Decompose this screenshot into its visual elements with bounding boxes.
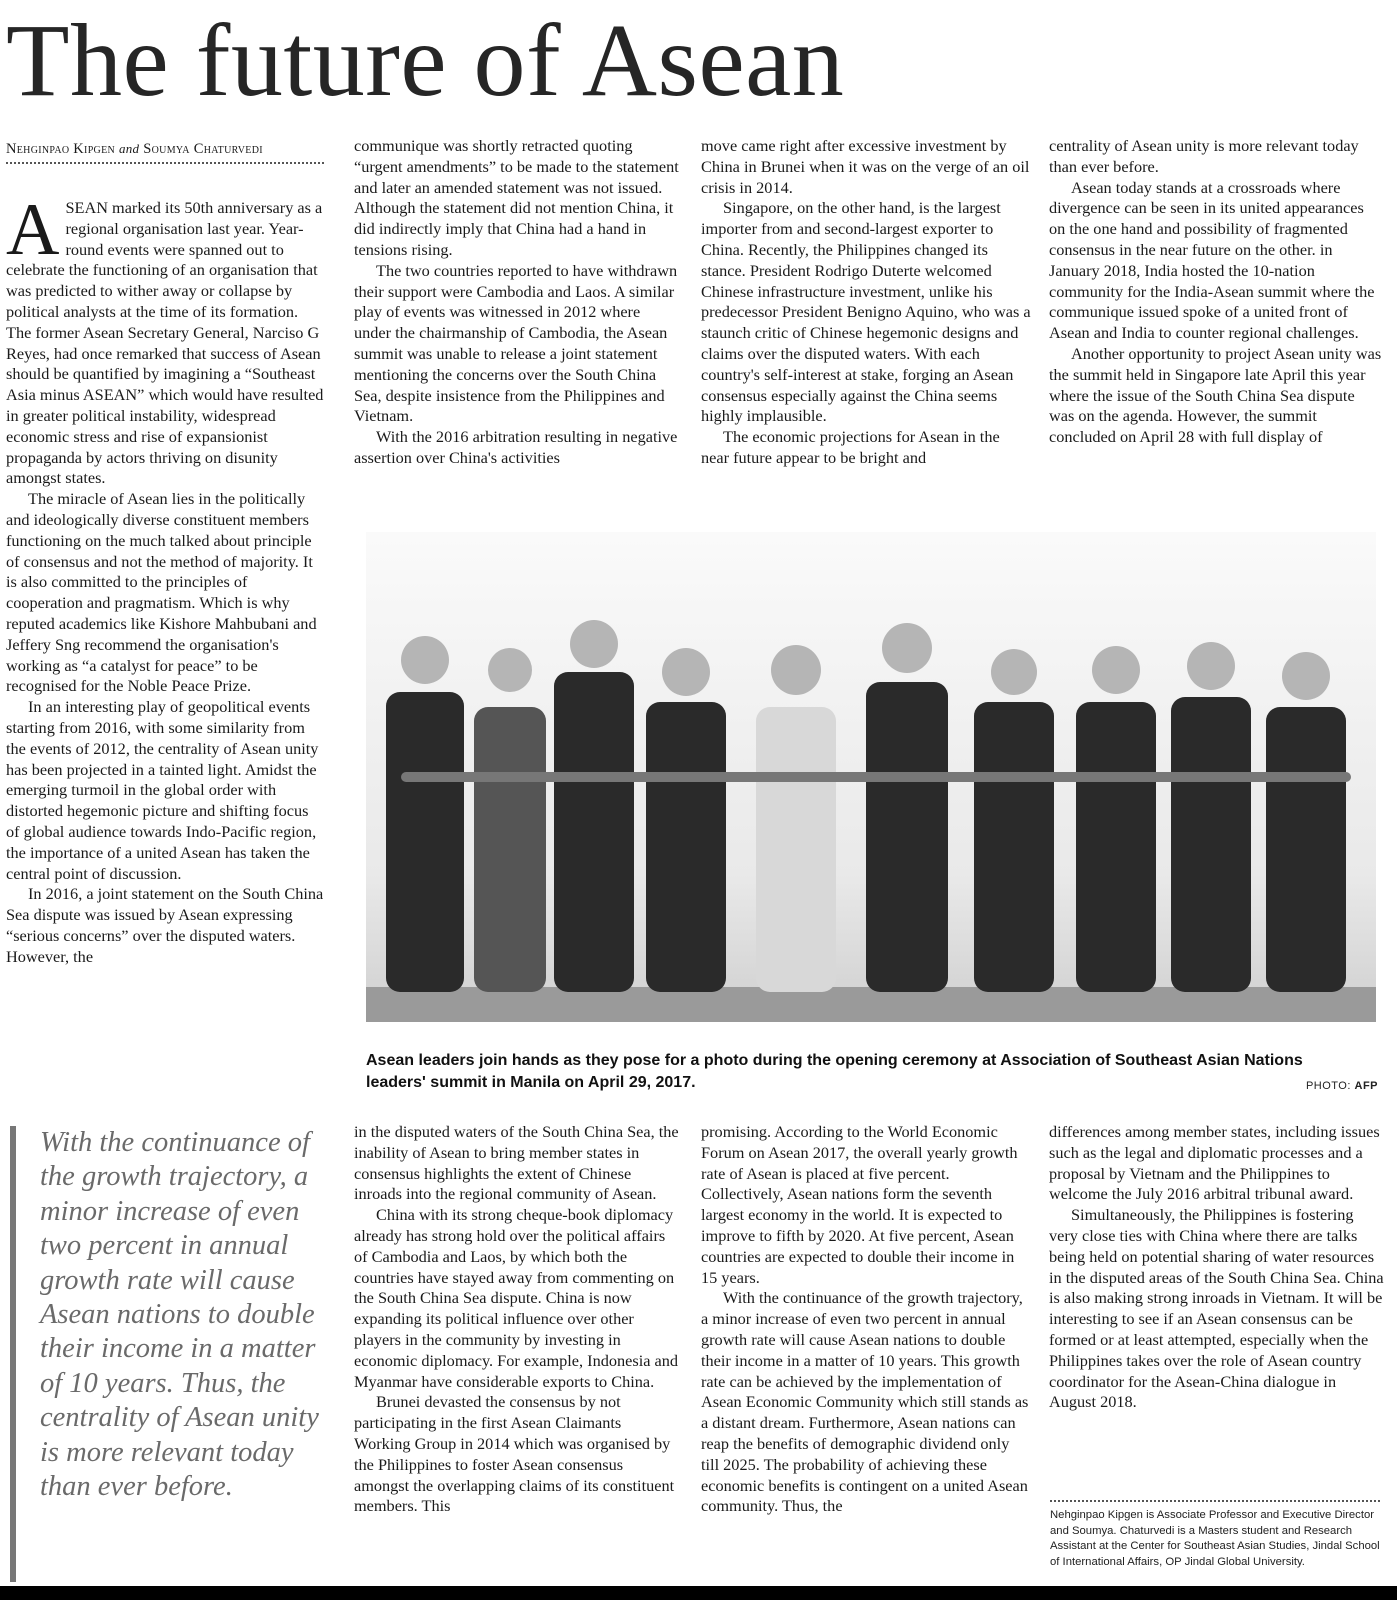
paragraph: The economic projections for Asean in the near future appear to be bright and <box>701 427 1000 467</box>
paragraph: The two countries reported to have withdrawn their support were Cambodia and Laos. A similar play of events was witnessed in 2012 where under the chairmanship of Cambodia, the Asean summit was unable to release a joint statement mentioning the concerns over the South China Sea, despite insistence from the Philippines and Vietnam. <box>354 260 678 426</box>
headline: The future of Asean <box>6 3 845 118</box>
paragraph: Brunei devasted the consensus by not participating in the first Asean Claimants Working Group in 2014 which was organised by the Philippines to foster Asean consensus amongst the overlapping claims of its constituent members. This <box>354 1392 675 1516</box>
article-column-4-bottom <box>1049 1122 1384 1413</box>
article-column-2-top <box>354 136 679 469</box>
article-column-3-top <box>701 136 1031 469</box>
paragraph: In 2016, a joint statement on the South China Sea dispute was issued by Asean expressing “serious concerns” over the disputed waters. However, the <box>6 884 324 966</box>
leaders-photo <box>366 532 1376 1022</box>
author-bio: Nehginpao Kipgen is Associate Professor and Executive Director and Soumya. Chaturvedi is a Masters student and Research Assistant at the Center for Southeast Asian Studies, Jindal School of International Affairs, OP Jindal Global University. <box>1050 1500 1380 1570</box>
article-column-4-top <box>1049 136 1384 448</box>
photo-credit <box>1290 1080 1378 1092</box>
paragraph: In an interesting play of geopolitical events starting from 2016, with some similarity from the events of 2012, the centrality of Asean unity has been projected in a tainted light. Amidst the emerging turmoil in the global order with distorted hegemonic picture and shifting focus of global audience towards Indo-Pacific region, the importance of a united Asean has taken the central point of discussion. <box>6 697 319 883</box>
article-column-2-bottom <box>354 1122 679 1517</box>
paragraph: Simultaneously, the Philippines is fostering very close ties with China where there are talks being held on potential sharing of water resources in the disputed areas of the South China Sea. China is also making strong inroads in Vietnam. It will be interesting to see if an Asean consensus can be formed or at least attempted, especially when the Philippines takes over the role of Asean country coordinator for the Asean-China dialogue in August 2018. <box>1049 1205 1384 1412</box>
author-1: Nehginpao Kipgen <box>6 141 116 157</box>
paragraph: in the disputed waters of the South China Sea, the inability of Asean to bring member states in consensus highlights the extent of Chinese inroads into the regional community of Asean. <box>354 1122 679 1204</box>
article-column-3-bottom <box>701 1122 1031 1517</box>
paragraph: centrality of Asean unity is more relevant today than ever before. <box>1049 136 1359 176</box>
leaders-photo-illustration <box>366 532 1376 1022</box>
paragraph: Asean today stands at a crossroads where divergence can be seen in its united appearances on the one hand and possibility of fragmented consensus in the near future on the other. in January 2018, India hosted the 10-nation community for the India-Asean summit where the communique issued spoke of a united front of Asean and India to counter regional challenges. <box>1049 177 1375 343</box>
paragraph: China with its strong cheque-book diplomacy already has strong hold over the political affairs of Cambodia and Laos, by which both the countries have stayed away from commenting on the South China Sea dispute. China is now expanding its political influence over other players in the community by investing in economic diplomacy. For example, Indonesia and Myanmar have considerable exports to China. <box>354 1205 679 1391</box>
byline-and: and <box>118 141 140 156</box>
page-bottom-border <box>0 1586 1397 1600</box>
paragraph: With the 2016 arbitration resulting in negative assertion over China's activities <box>354 427 678 467</box>
photo-credit-label: PHOTO: <box>1305 1080 1351 1092</box>
paragraph: move came right after excessive investment by China in Brunei when it was on the verge of an oil crisis in 2014. <box>701 136 1030 197</box>
paragraph: The miracle of Asean lies in the politically and ideologically diverse constituent members functioning on the much talked about principle of consensus and not the method of majority. It is also committed to the principles of cooperation and pragmatism. Which is why reputed academics like Kishore Mahbubani and Jeffery Sng recommend the organisation's working as “a catalyst for peace” to be recognised for the Noble Peace Prize. <box>6 489 317 696</box>
photo-caption: Asean leaders join hands as they pose for a photo during the opening ceremony at Association of Southeast Asian Nations leaders' summit in Manila on April 29, 2017. <box>366 1052 1303 1091</box>
paragraph: Another opportunity to project Asean unity was the summit held in Singapore late April this year where the issue of the South China Sea dispute was on the agenda. However, the summit concluded on April 28 with full display of <box>1049 343 1382 447</box>
paragraph: promising. According to the World Economic Forum on Asean 2017, the overall yearly growth rate of Asean is placed at five percent. Collectively, Asean nations form the seventh largest economy in the world. It is expected to improve to fifth by 2020. At five percent, Asean countries are expected to double their income in 15 years. <box>701 1122 1018 1287</box>
paragraph: differences among member states, including issues such as the legal and diplomatic processes and a proposal by Vietnam and the Philippines to welcome the July 2016 arbitral tribunal award. <box>1049 1122 1380 1204</box>
lead-paragraph: ASEAN marked its 50th anniversary as a regional organisation last year. Year-round events were spanned out to celebrate the functioning of an organisation that was predicted to wither away or collapse by political analysts at the time of its formation. The former Asean Secretary General, Narciso G Reyes, had once remarked that success of Asean should be quantified by imagining a “Southeast Asia minus ASEAN” which would have resulted in greater political instability, widespread economic stress and rise of expansionist propaganda by actors thriving on disunity amongst states. <box>6 189 324 488</box>
paragraph: Singapore, on the other hand, is the largest importer from and second-largest exporter to China. Recently, the Philippines changed its stance. President Rodrigo Duterte welcomed Chinese infrastructure investment, unlike his predecessor President Benigno Aquino, who was a staunch critic of Chinese hegemonic designs and claims over the disputed waters. With each country's self-interest at stake, forging an Asean consensus especially against the China seems highly implausible. <box>701 198 1031 426</box>
pull-quote: With the continuance of the growth trajectory, a minor increase of even two percent in annual growth rate will cause Asean nations to double their income in a matter of 10 years. Thus, the centrality of Asean unity is more relevant today than ever before. <box>10 1126 328 1582</box>
author-2: Soumya Chaturvedi <box>143 141 263 157</box>
byline <box>6 140 324 164</box>
photo-credit-source: AFP <box>1354 1080 1378 1092</box>
drop-cap: A <box>6 189 60 271</box>
paragraph: communique was shortly retracted quoting “urgent amendments” to be made to the statement and later an amended statement was not issued. Although the statement did not mention China, it did indirectly imply that China had a hand in tensions rising. <box>354 136 679 259</box>
article-column-1 <box>6 189 326 967</box>
paragraph: With the continuance of the growth trajectory, a minor increase of even two percent in annual growth rate will cause Asean nations to double their income in a matter of 10 years. This growth rate can be achieved by the implementation of Asean Economic Community which still stands as a distant dream. Furthermore, Asean nations can reap the benefits of demographic dividend only till 2025. The probability of achieving these economic benefits is contingent on a united Asean community. Thus, the <box>701 1288 1029 1516</box>
